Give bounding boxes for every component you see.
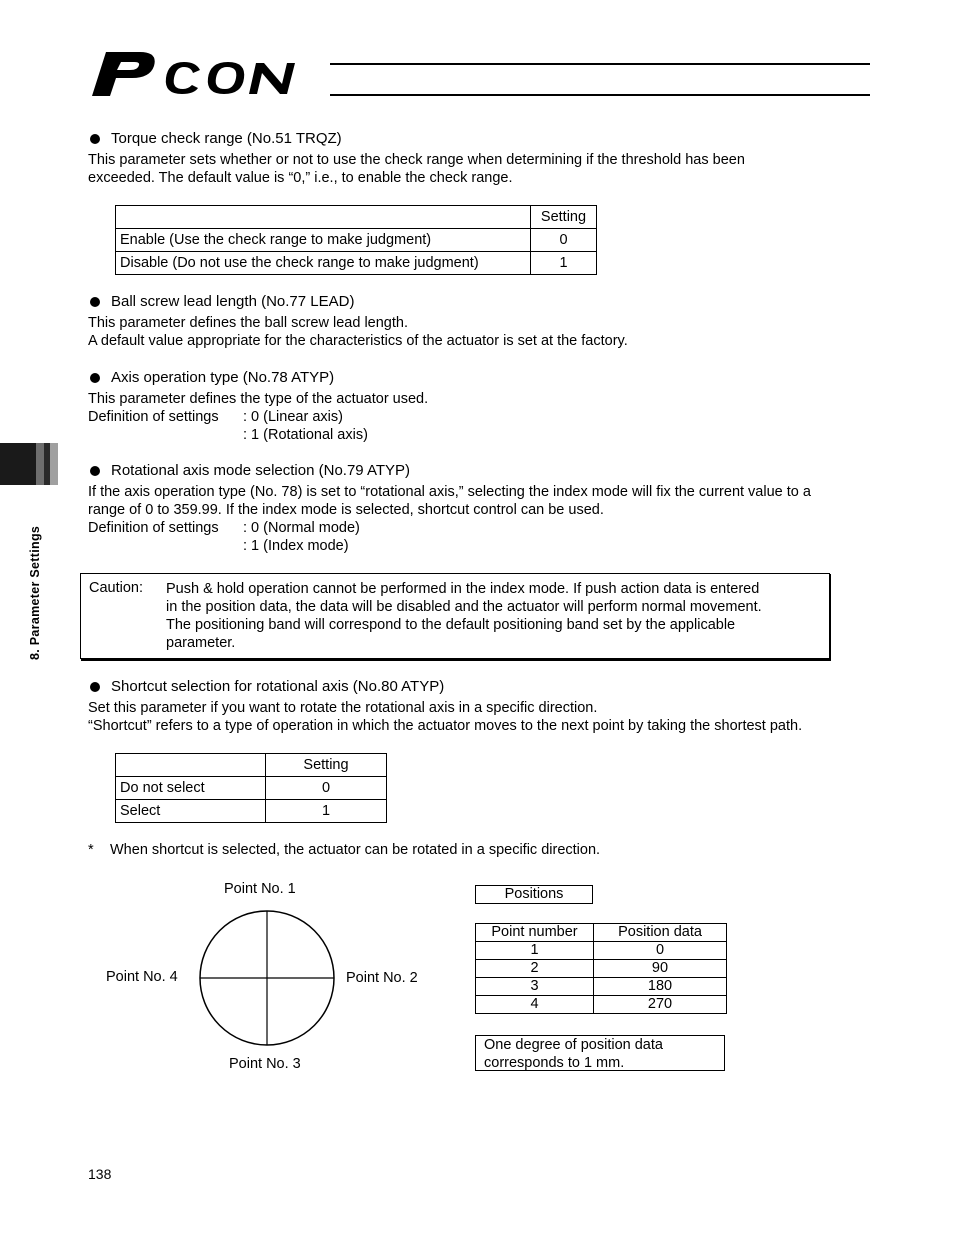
bullet-icon bbox=[90, 134, 100, 144]
header-rule-top bbox=[330, 63, 870, 65]
table-row: 4 270 bbox=[476, 996, 727, 1014]
table-row: Do not select 0 bbox=[116, 777, 387, 800]
shortcut-note: * When shortcut is selected, the actuator can be rotated in a specific direction. bbox=[88, 842, 601, 858]
atyp-description: This parameter defines the type of the actuator used. Definition of settings : 0 (Linear axis) : 1 (Rotational axis) bbox=[88, 391, 429, 443]
bullet-icon bbox=[90, 297, 100, 307]
shortcut-setting-table bbox=[115, 753, 387, 823]
chapter-label: 8. Parameter Settings bbox=[28, 525, 42, 660]
table-row: Enable (Use the check range to make judgment) 0 bbox=[116, 229, 597, 252]
rotmode-description: If the axis operation type (No. 78) is set to “rotational axis,” selecting the index mode will fix the current value to a range of 0 to 359.99. If the index mode is selected, shortcut control can be used. Definition of settings : 0 (Normal mode) : 1 (Index mode) bbox=[88, 484, 811, 554]
torque-heading: Torque check range (No.51 TRQZ) bbox=[90, 130, 342, 147]
lead-heading: Ball screw lead length (No.77 LEAD) bbox=[90, 293, 354, 310]
caution-label: Caution: bbox=[89, 580, 144, 596]
shortcut-heading: Shortcut selection for rotational axis (No.80 ATYP) bbox=[90, 678, 444, 695]
rotmode-heading: Rotational axis mode selection (No.79 ATYP) bbox=[90, 462, 410, 479]
torque-setting-table bbox=[115, 205, 597, 275]
bullet-icon bbox=[90, 466, 100, 476]
table-row: 1 0 bbox=[476, 942, 727, 960]
positions-table bbox=[475, 923, 727, 1014]
point-label-3: Point No. 3 bbox=[229, 1056, 301, 1072]
point-label-4: Point No. 4 bbox=[106, 969, 178, 985]
atyp-heading: Axis operation type (No.78 ATYP) bbox=[90, 369, 334, 386]
bullet-icon bbox=[90, 373, 100, 383]
torque-description: This parameter sets whether or not to use the check range when determining if the threshold has been exceeded. The default value is “0,” i.e., to enable the check range. bbox=[88, 152, 745, 186]
point-label-2: Point No. 2 bbox=[346, 970, 418, 986]
rotation-circle-diagram bbox=[195, 905, 345, 1051]
chapter-tab-marker bbox=[0, 443, 58, 485]
table-row: Select 1 bbox=[116, 800, 387, 823]
point-label-1: Point No. 1 bbox=[224, 881, 296, 897]
table-row: Disable (Do not use the check range to make judgment) 1 bbox=[116, 252, 597, 275]
table-row: 2 90 bbox=[476, 960, 727, 978]
positions-title: Positions bbox=[475, 885, 593, 904]
table-header-row: Point number Position data bbox=[476, 924, 727, 942]
table-row: 3 180 bbox=[476, 978, 727, 996]
bullet-icon bbox=[90, 682, 100, 692]
page-number: 138 bbox=[88, 1166, 112, 1182]
header-rule-bottom bbox=[330, 94, 870, 96]
table-header-row: Setting bbox=[116, 206, 597, 229]
position-unit-note: One degree of position data corresponds to 1 mm. bbox=[475, 1035, 725, 1071]
shortcut-description: Set this parameter if you want to rotate the rotational axis in a specific direction. “Shortcut” refers to a type of operation in which the actuator moves to the next point by taking the shortest path. bbox=[88, 700, 803, 734]
caution-box bbox=[80, 573, 830, 659]
lead-description: This parameter defines the ball screw lead length. A default value appropriate for the characteristics of the actuator is set at the factory. bbox=[88, 315, 628, 349]
caution-text: Push & hold operation cannot be performed in the index mode. If push action data is entered in the position data, the data will be disabled and the actuator will perform normal movement. The positioning band will correspond to the default positioning band set by the applicable parameter. bbox=[166, 581, 762, 651]
table-header-row: Setting bbox=[116, 754, 387, 777]
